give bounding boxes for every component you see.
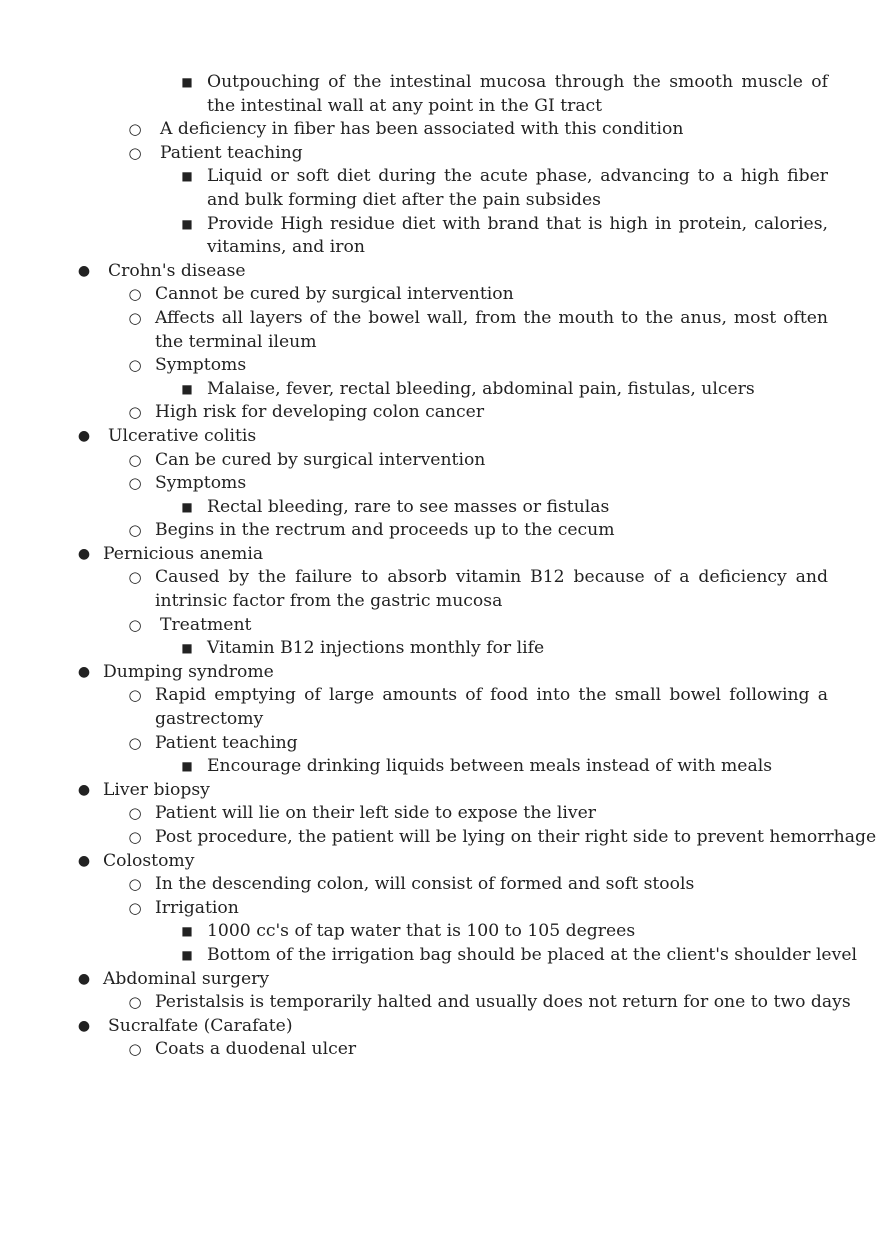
circle-bullet-icon: ○ — [128, 120, 142, 139]
list-item — [0, 378, 880, 402]
list-item — [0, 307, 880, 354]
list-item-text: Peristalsis is temporarily halted and usually does not return for one to two days — [155, 992, 851, 1013]
list-item — [0, 920, 880, 944]
list-item-text: Coats a duodenal ulcer — [155, 1039, 357, 1060]
circle-bullet-icon: ○ — [128, 733, 142, 752]
circle-bullet-icon: ○ — [128, 898, 142, 917]
circle-bullet-icon: ○ — [128, 993, 142, 1012]
square-bullet-icon: ■ — [181, 216, 193, 231]
list-item — [0, 661, 880, 685]
list-item-text: Provide High residue diet with brand that is high in protein, calories, vitamins, and iron — [207, 213, 828, 258]
disc-bullet-icon: ● — [77, 970, 91, 987]
list-item-text: Cannot be cured by surgical intervention — [155, 284, 514, 305]
circle-bullet-icon: ○ — [128, 875, 142, 894]
list-item — [0, 779, 880, 803]
circle-bullet-icon: ○ — [128, 356, 142, 375]
list-item — [0, 1038, 880, 1062]
list-item-text: Can be cured by surgical intervention — [155, 449, 486, 470]
list-item-text: Irrigation — [155, 897, 239, 918]
list-item — [0, 425, 880, 449]
list-item-text: Sucralfate (Carafate) — [108, 1015, 293, 1036]
list-item-text: Liquid or soft diet during the acute phase, advancing to a high fiber and bulk forming diet after the pain subsides — [207, 166, 828, 210]
list-item — [0, 283, 880, 307]
list-item — [0, 213, 880, 260]
list-item — [0, 873, 880, 897]
list-item-text: Rapid emptying of large amounts of food into the small bowel following a gastrectomy — [155, 685, 828, 730]
list-item — [0, 897, 880, 921]
list-item-text: Encourage drinking liquids between meals instead of with meals — [207, 756, 773, 777]
list-item — [0, 543, 880, 567]
list-item — [0, 472, 880, 496]
circle-bullet-icon: ○ — [128, 1040, 142, 1059]
circle-bullet-icon: ○ — [128, 686, 142, 705]
list-item-text: Pernicious anemia — [103, 543, 264, 564]
circle-bullet-icon: ○ — [128, 828, 142, 846]
list-item-text: 1000 cc's of tap water that is 100 to 105 degrees — [207, 921, 636, 942]
list-item-text: Crohn's disease — [108, 260, 246, 281]
list-item — [0, 614, 880, 638]
list-item-text: Dumping syndrome — [103, 661, 274, 682]
list-item — [0, 1015, 880, 1039]
disc-bullet-icon: ● — [77, 663, 91, 680]
list-item-text: Patient will lie on their left side to expose the liver — [155, 803, 596, 824]
list-item-text: Outpouching of the intestinal mucosa through the smooth muscle of the intestinal wall at any point in the GI tract — [207, 72, 828, 116]
list-item-text: Rectal bleeding, rare to see masses or fistulas — [207, 496, 610, 517]
list-item — [0, 968, 880, 992]
list-item — [0, 991, 880, 1015]
list-item-text: High risk for developing colon cancer — [155, 402, 485, 423]
list-item — [0, 519, 880, 543]
list-item — [0, 566, 880, 613]
list-item — [0, 496, 880, 520]
list-item — [0, 637, 880, 661]
list-item-text: Symptoms — [155, 355, 247, 376]
circle-bullet-icon: ○ — [128, 521, 142, 540]
square-bullet-icon: ■ — [181, 381, 193, 396]
list-item-text: In the descending colon, will consist of formed and soft stools — [155, 874, 695, 895]
disc-bullet-icon: ● — [77, 781, 91, 798]
list-item — [0, 944, 880, 968]
list-item — [0, 165, 880, 212]
list-item-text: Symptoms — [155, 473, 247, 494]
circle-bullet-icon: ○ — [128, 804, 142, 823]
list-item — [0, 118, 880, 142]
disc-bullet-icon: ● — [77, 852, 91, 869]
circle-bullet-icon: ○ — [128, 474, 142, 493]
square-bullet-icon: ■ — [181, 924, 193, 939]
list-item — [0, 71, 880, 118]
square-bullet-icon: ■ — [181, 499, 193, 514]
list-item-text: Liver biopsy — [103, 779, 210, 800]
square-bullet-icon: ■ — [181, 641, 193, 656]
document-body — [0, 71, 880, 1062]
list-item — [0, 142, 880, 166]
circle-bullet-icon: ○ — [128, 615, 142, 634]
list-item-text: Malaise, fever, rectal bleeding, abdominal pain, fistulas, ulcers — [207, 378, 755, 399]
list-item — [0, 401, 880, 425]
disc-bullet-icon: ● — [77, 262, 91, 279]
disc-bullet-icon: ● — [77, 427, 91, 444]
disc-bullet-icon: ● — [77, 545, 91, 562]
list-item-text: Vitamin B12 injections monthly for life — [207, 638, 545, 659]
list-item — [0, 732, 880, 756]
list-item — [0, 755, 880, 779]
square-bullet-icon: ■ — [181, 947, 193, 962]
list-item — [0, 449, 880, 473]
circle-bullet-icon: ○ — [128, 568, 142, 587]
circle-bullet-icon: ○ — [128, 403, 142, 422]
circle-bullet-icon: ○ — [128, 450, 142, 469]
list-item-text: Abdominal surgery — [103, 968, 270, 989]
list-item — [0, 684, 880, 731]
circle-bullet-icon: ○ — [128, 308, 142, 327]
list-item-text: Post procedure, the patient will be lying on their right side to prevent hemorrhage — [155, 827, 877, 847]
list-item-text: Caused by the failure to absorb vitamin B12 because of a deficiency and intrinsic factor from the gastric mucosa — [155, 567, 828, 612]
disc-bullet-icon: ● — [77, 1017, 91, 1034]
list-item — [0, 354, 880, 378]
square-bullet-icon: ■ — [181, 759, 193, 774]
list-item-text: Treatment — [160, 614, 252, 635]
list-item — [0, 260, 880, 284]
list-item-text: Ulcerative colitis — [108, 425, 257, 446]
list-item — [0, 802, 880, 826]
list-item-text: Bottom of the irrigation bag should be placed at the client's shoulder level — [207, 944, 857, 965]
square-bullet-icon: ■ — [181, 75, 193, 89]
list-item-text: Patient teaching — [160, 142, 303, 163]
list-item-text: Colostomy — [103, 850, 195, 871]
list-item-text: Patient teaching — [155, 732, 298, 753]
circle-bullet-icon: ○ — [128, 285, 142, 304]
list-item-text: Affects all layers of the bowel wall, from the mouth to the anus, most often the terminal ileum — [155, 307, 828, 352]
list-item-text: A deficiency in fiber has been associated with this condition — [160, 119, 684, 140]
square-bullet-icon: ■ — [181, 169, 193, 184]
list-item — [0, 850, 880, 874]
list-item — [0, 826, 880, 850]
list-item-text: Begins in the rectrum and proceeds up to the cecum — [155, 520, 615, 541]
circle-bullet-icon: ○ — [128, 143, 142, 162]
